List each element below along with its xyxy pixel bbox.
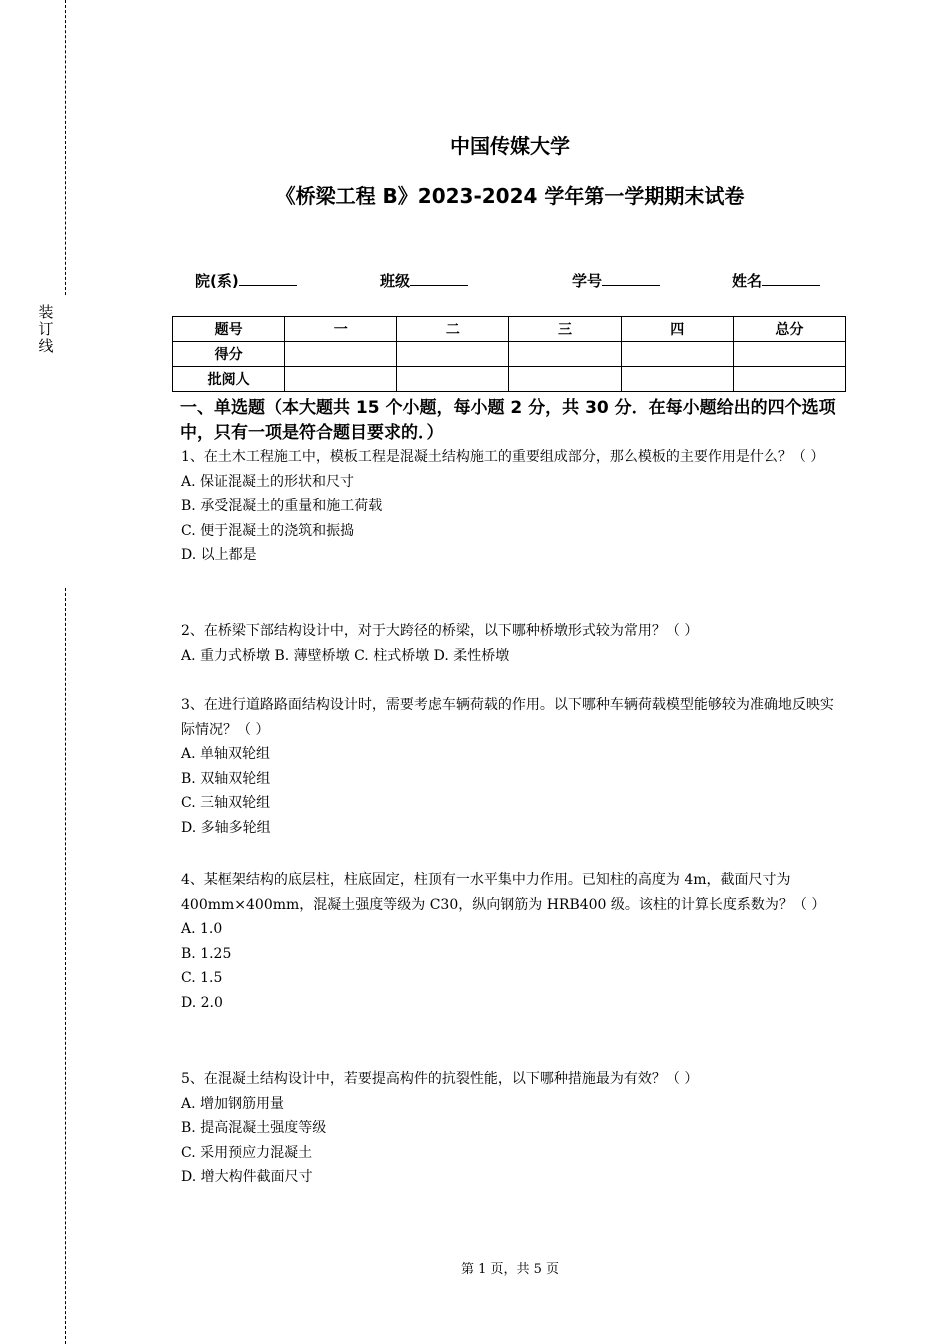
option-b[interactable]: B. 提高混凝土强度等级 bbox=[181, 1120, 327, 1136]
binding-char: 线 bbox=[38, 337, 54, 355]
option-c[interactable]: C. 三轴双轮组 bbox=[181, 795, 271, 811]
department-blank[interactable] bbox=[239, 271, 297, 286]
binding-char: 装 bbox=[38, 303, 54, 321]
student-id-label: 学号 bbox=[572, 272, 603, 290]
option-c[interactable]: C. 1.5 bbox=[181, 970, 223, 986]
option-b[interactable]: B. 1.25 bbox=[181, 945, 232, 962]
class-blank[interactable] bbox=[410, 271, 468, 286]
name-blank[interactable] bbox=[762, 271, 820, 286]
question-stem: 2、在桥梁下部结构设计中，对于大跨径的桥梁，以下哪种桥墩形式较为常用？（ ） bbox=[181, 623, 699, 639]
school-title: 中国传媒大学 bbox=[450, 134, 570, 158]
student-id-field[interactable] bbox=[572, 270, 660, 291]
question-5 bbox=[181, 1067, 841, 1190]
option-c[interactable]: C. 采用预应力混凝土 bbox=[181, 1144, 313, 1161]
student-id-blank[interactable] bbox=[602, 271, 660, 286]
class-label: 班级 bbox=[380, 272, 411, 290]
reviewer-row-label: 批阅人 bbox=[173, 367, 285, 392]
option-b[interactable]: B. 双轴双轮组 bbox=[181, 770, 271, 787]
reviewer-cell[interactable] bbox=[509, 367, 621, 392]
option-d[interactable]: D. 多轴多轮组 bbox=[181, 819, 271, 836]
option-b[interactable]: B. 承受混凝土的重量和施工荷载 bbox=[181, 498, 383, 514]
binding-char: 订 bbox=[38, 320, 54, 338]
exam-title: 《桥梁工程 B》2023-2024 学年第一学期期末试卷 bbox=[275, 184, 745, 208]
question-3 bbox=[181, 693, 841, 840]
score-table bbox=[172, 316, 846, 392]
department-field[interactable] bbox=[195, 270, 297, 291]
option-a[interactable]: A. 保证混凝土的形状和尺寸 bbox=[181, 473, 355, 490]
score-table-header-row bbox=[173, 317, 846, 342]
option-a[interactable]: A. 单轴双轮组 bbox=[181, 746, 271, 762]
option-d[interactable]: D. 以上都是 bbox=[181, 547, 257, 563]
question-2 bbox=[181, 619, 841, 668]
section-heading: 一、单选题（本大题共 15 个小题，每小题 2 分，共 30 分．在每小题给出的四个选项中，只有一项是符合题目要求的．） bbox=[180, 398, 836, 443]
class-field[interactable] bbox=[380, 270, 468, 291]
reviewer-row bbox=[173, 367, 846, 392]
question-stem: 1、在土木工程施工中，模板工程是混凝土结构施工的重要组成部分，那么模板的主要作用是什么？（ ） bbox=[181, 449, 825, 465]
score-header-cell: 二 bbox=[397, 317, 509, 342]
page-footer: 第 1 页，共 5 页 bbox=[460, 1262, 560, 1277]
score-cell[interactable] bbox=[509, 342, 621, 367]
score-header-cell: 题号 bbox=[173, 317, 285, 342]
name-field[interactable] bbox=[732, 270, 820, 291]
reviewer-cell[interactable] bbox=[733, 367, 845, 392]
option-c[interactable]: C. 便于混凝土的浇筑和振捣 bbox=[181, 522, 355, 539]
reviewer-cell[interactable] bbox=[397, 367, 509, 392]
question-1 bbox=[181, 445, 841, 568]
score-header-cell: 四 bbox=[621, 317, 733, 342]
option-d[interactable]: D. 增大构件截面尺寸 bbox=[181, 1169, 313, 1185]
score-cell[interactable] bbox=[733, 342, 845, 367]
reviewer-cell[interactable] bbox=[621, 367, 733, 392]
score-header-cell: 一 bbox=[285, 317, 397, 342]
binding-label bbox=[37, 304, 55, 355]
score-header-cell: 三 bbox=[509, 317, 621, 342]
options-line[interactable]: A. 重力式桥墩 B. 薄壁桥墩 C. 柱式桥墩 D. 柔性桥墩 bbox=[181, 647, 510, 664]
reviewer-cell[interactable] bbox=[285, 367, 397, 392]
score-cell[interactable] bbox=[621, 342, 733, 367]
score-cell[interactable] bbox=[397, 342, 509, 367]
name-label: 姓名 bbox=[732, 272, 763, 290]
option-a[interactable]: A. 1.0 bbox=[181, 921, 223, 937]
score-header-cell: 总分 bbox=[733, 317, 845, 342]
question-stem: 5、在混凝土结构设计中，若要提高构件的抗裂性能，以下哪种措施最为有效？（ ） bbox=[181, 1071, 699, 1087]
option-a[interactable]: A. 增加钢筋用量 bbox=[181, 1095, 285, 1112]
question-stem: 3、在进行道路路面结构设计时，需要考虑车辆荷载的作用。以下哪种车辆荷载模型能够较为准确地反映实际情况？（ ） bbox=[181, 697, 834, 738]
question-stem: 4、某框架结构的底层柱，柱底固定，柱顶有一水平集中力作用。已知柱的高度为 4m，截面尺寸为 400mm×400mm，混凝土强度等级为 C30，纵向钢筋为 HRB400 级。该柱的计算长度系数为？（ ） bbox=[181, 872, 826, 913]
option-d[interactable]: D. 2.0 bbox=[181, 994, 223, 1011]
department-label: 院(系) bbox=[195, 272, 239, 290]
question-4 bbox=[181, 868, 841, 1015]
score-row bbox=[173, 342, 846, 367]
score-row-label: 得分 bbox=[173, 342, 285, 367]
score-cell[interactable] bbox=[285, 342, 397, 367]
binding-line-bottom bbox=[65, 588, 66, 1344]
